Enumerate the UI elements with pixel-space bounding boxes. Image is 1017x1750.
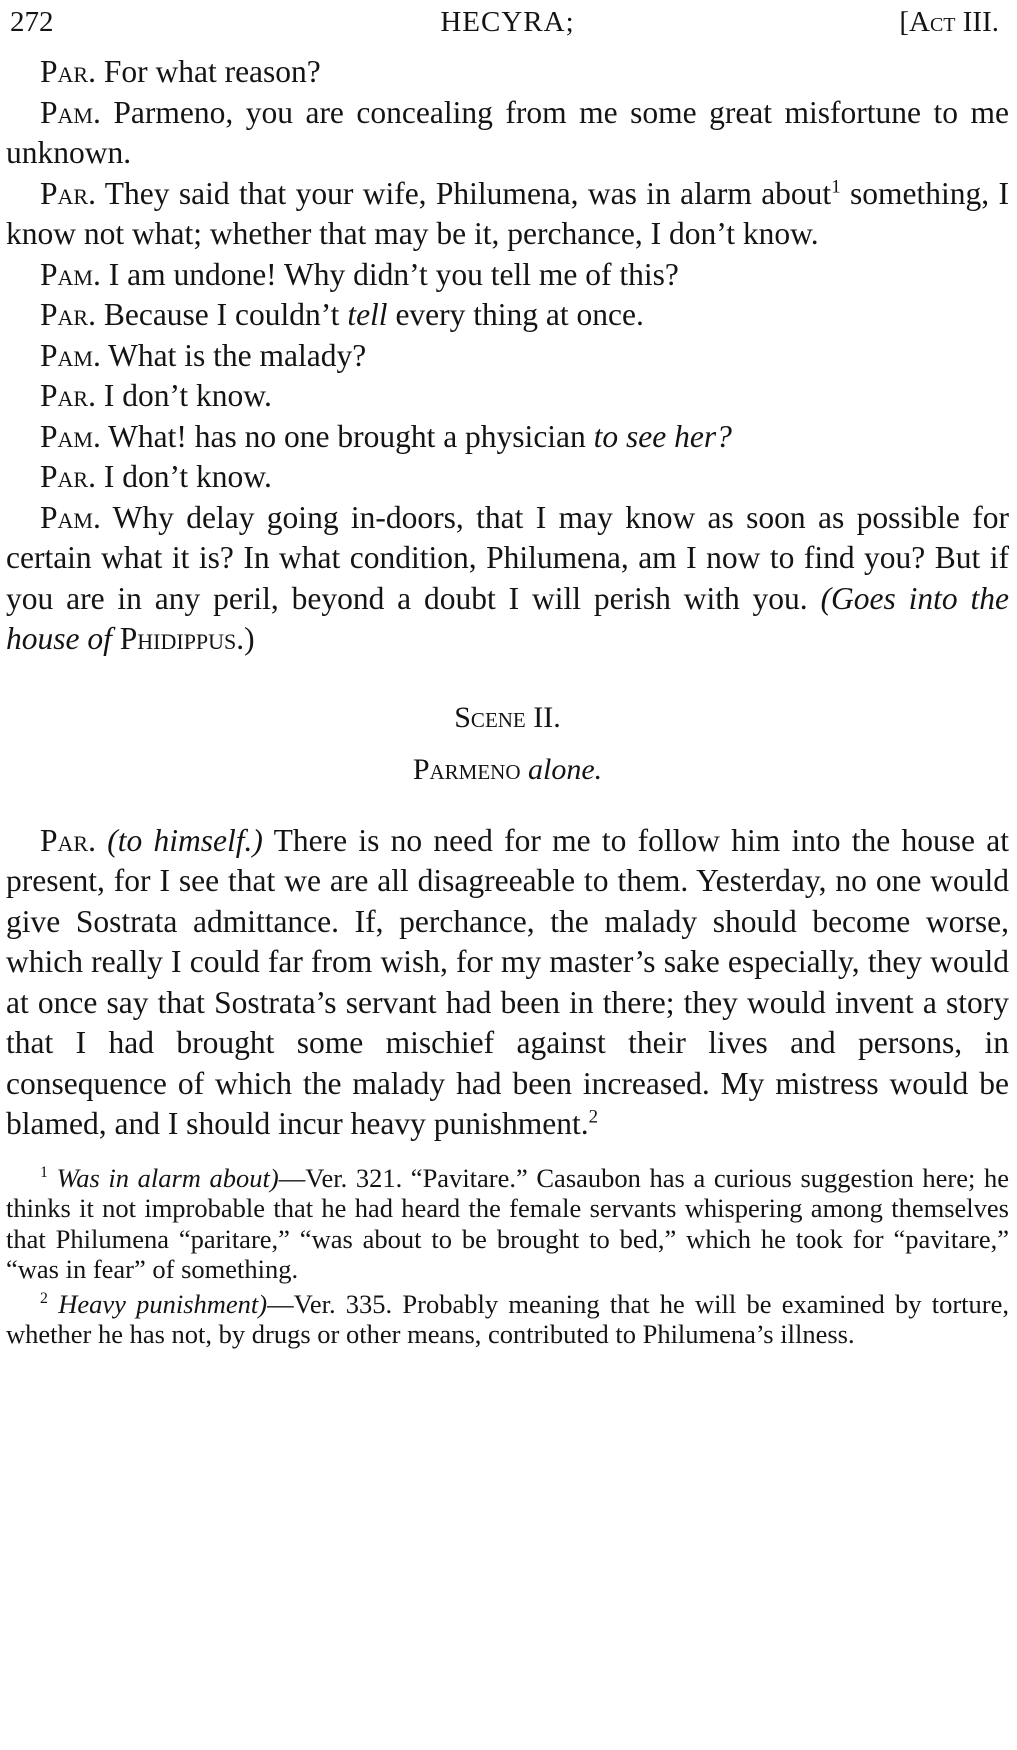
speaker-name: Par. [40, 175, 96, 211]
page-number: 272 [10, 6, 54, 38]
emphasis-text: tell [347, 297, 388, 332]
footnote-text: —Ver. 321. “Pavitare.” Casaubon has a curious suggestion here; he thinks it not improbable that he had heard the female servants whispering among themselves that Philumena “paritare,” “was about to be brought to bed,” which he took for “pavitare,” “was in fear” of something. [6, 1162, 1010, 1284]
footnote-number: 2 [40, 1289, 48, 1307]
speaker-name: Pam. [40, 418, 101, 454]
speaker-name: Par. [40, 822, 96, 858]
dialogue-line [6, 457, 1009, 498]
footnote-reference: Was in alarm about) [56, 1162, 279, 1193]
cast-note: alone. [528, 753, 603, 786]
line-text: What is the malady? [108, 337, 367, 373]
dialogue-line [6, 174, 1009, 255]
line-text: something, I know not what; whether that may be it, perchance, I don’t know. [6, 175, 1009, 251]
footnotes [6, 1163, 1009, 1350]
line-text: Parmeno, you are concealing from me some great misfortune to me unknown. [6, 94, 1009, 170]
speaker-name: Pam. [40, 256, 101, 292]
footnote-marker: 2 [588, 1106, 599, 1128]
footnote-marker: 1 [831, 176, 841, 197]
speaker-name: Pam. [40, 499, 101, 535]
line-text: I am undone! Why didn’t you tell me of this? [108, 256, 679, 292]
dialogue-body [6, 52, 1009, 1145]
line-text: There is no need for me to follow him into the house at present, for I see that we are all disagreeable to them. Yesterday, no one would give Sostrata admittance. If, perchance, the malady should become worse, which really I could far from wish, for my master’s sake especially, they would at once say that Sostrata’s servant had been in there; they would invent a story that I had brought some mischief against their lives and persons, in consequence of which the malady had been increased. My mistress would be blamed, and I should incur heavy punishment. [6, 822, 1010, 1141]
line-text: What! has no one brought a physician [108, 418, 594, 454]
dialogue-line [6, 498, 1009, 660]
scene-cast [6, 750, 1009, 791]
line-text: Why delay going in-doors, that I may know as soon as possible for certain what it is? In what condition, Philumena, am I now to find you? But if you are in any peril, beyond a doubt I will perish with you. [6, 499, 1009, 616]
line-text: every thing at once. [387, 297, 644, 332]
speaker-name: Par. [40, 54, 96, 89]
footnote [6, 1289, 1009, 1350]
speaker-name: Par. [40, 378, 96, 413]
dialogue-line [6, 295, 1009, 336]
stage-direction-end: .) [236, 621, 255, 656]
dialogue-line [6, 93, 1009, 174]
dialogue-line [6, 417, 1009, 458]
dialogue-line [6, 255, 1009, 296]
speaker-name: Pam. [40, 94, 101, 130]
character-name: Phidippus [119, 621, 237, 656]
act-label: [Act III. [899, 6, 999, 38]
dialogue-line [6, 336, 1009, 377]
dialogue-line [6, 52, 1009, 93]
line-text: I don’t know. [103, 459, 272, 494]
scene-heading: Scene II. [454, 700, 561, 734]
stage-direction: (to himself.) [107, 822, 263, 858]
footnote-text: —Ver. 335. Probably meaning that he will be examined by torture, whether he has not, by drugs or other means, contributed to Philumena’s illness. [6, 1288, 1010, 1349]
footnote-number: 1 [40, 1163, 48, 1181]
line-text: For what reason? [103, 54, 321, 89]
footnote-reference: Heavy punishment) [58, 1288, 268, 1319]
line-text: Because I couldn’t [103, 297, 348, 332]
line-text: I don’t know. [103, 378, 272, 413]
line-text: They said that your wife, Philumena, was in alarm about [104, 175, 832, 211]
dialogue-line [6, 376, 1009, 417]
running-title: HECYRA; [440, 6, 575, 38]
speaker-name: Pam. [40, 337, 101, 373]
dialogue-line [6, 821, 1009, 1145]
running-header [6, 0, 1009, 52]
speaker-name: Par. [40, 459, 96, 494]
stage-direction: (Goes into the house of [6, 580, 1009, 656]
stage-direction: to see her? [593, 418, 732, 454]
speaker-name: Par. [40, 297, 96, 332]
footnote [6, 1163, 1009, 1285]
character-name: Parmeno [412, 753, 521, 786]
